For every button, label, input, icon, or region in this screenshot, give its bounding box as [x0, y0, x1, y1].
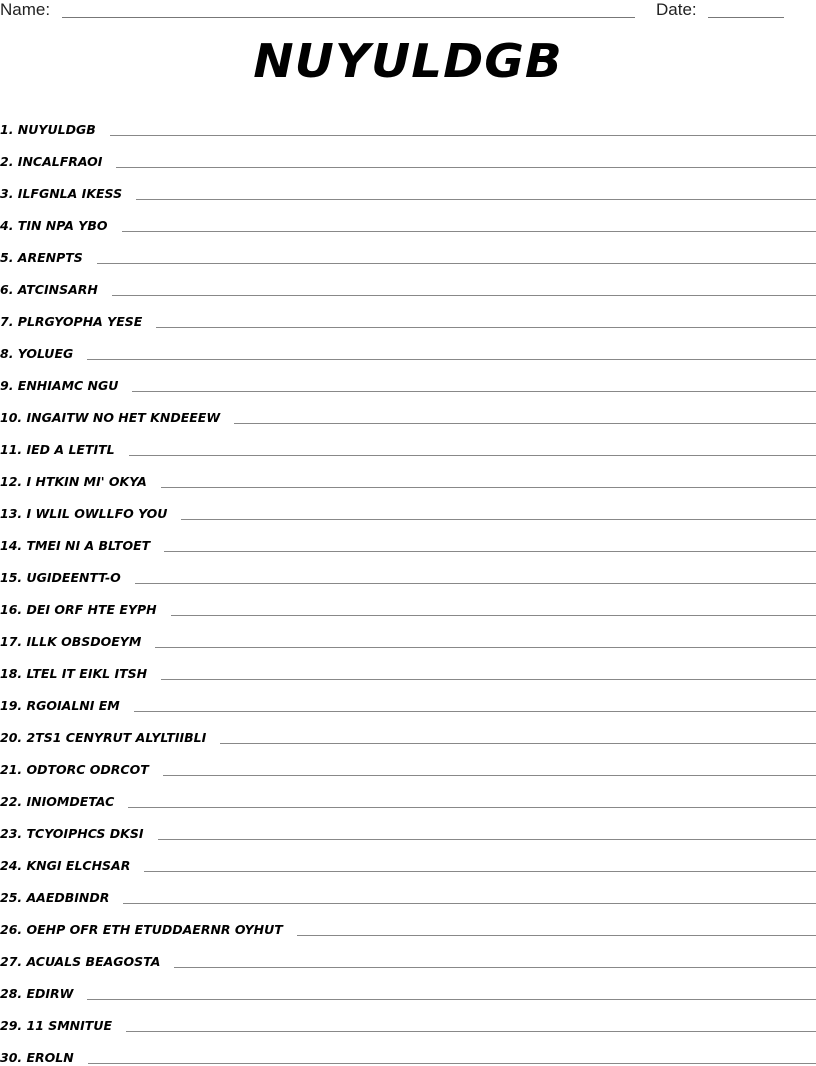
list-item — [0, 330, 816, 362]
answer-line[interactable] — [128, 807, 816, 808]
answer-line[interactable] — [220, 743, 816, 744]
answer-line[interactable] — [171, 615, 816, 616]
scrambled-word-label: 19. RGOIALNI EM — [0, 699, 134, 714]
answer-line[interactable] — [144, 871, 816, 872]
answer-line[interactable] — [123, 903, 816, 904]
answer-line[interactable] — [126, 1031, 816, 1032]
answer-line[interactable] — [161, 487, 816, 488]
list-item — [0, 906, 816, 938]
list-item — [0, 234, 816, 266]
answer-line[interactable] — [158, 839, 816, 840]
list-item — [0, 1002, 816, 1034]
list-item — [0, 490, 816, 522]
list-item — [0, 202, 816, 234]
list-item — [0, 426, 816, 458]
list-item — [0, 778, 816, 810]
answer-line[interactable] — [122, 231, 816, 232]
list-item — [0, 362, 816, 394]
list-item — [0, 874, 816, 906]
scrambled-word-label: 18. LTEL IT EIKL ITSH — [0, 667, 161, 682]
answer-line[interactable] — [136, 199, 816, 200]
list-item — [0, 458, 816, 490]
scrambled-word-label: 28. EDIRW — [0, 987, 87, 1002]
answer-line[interactable] — [135, 583, 816, 584]
scrambled-word-label: 4. TIN NPA YBO — [0, 219, 122, 234]
scramble-list — [0, 106, 816, 1066]
scrambled-word-label: 21. ODTORC ODRCOT — [0, 763, 163, 778]
scrambled-word-label: 2. INCALFRAOI — [0, 155, 116, 170]
scrambled-word-label: 5. ARENPTS — [0, 251, 97, 266]
list-item — [0, 266, 816, 298]
answer-line[interactable] — [112, 295, 816, 296]
answer-line[interactable] — [110, 135, 816, 136]
scrambled-word-label: 3. ILFGNLA IKESS — [0, 187, 136, 202]
answer-line[interactable] — [116, 167, 816, 168]
list-item — [0, 394, 816, 426]
name-label: Name: — [0, 0, 50, 20]
scrambled-word-label: 8. YOLUEG — [0, 347, 87, 362]
scrambled-word-label: 1. NUYULDGB — [0, 123, 110, 138]
scrambled-word-label: 22. INIOMDETAC — [0, 795, 128, 810]
scrambled-word-label: 23. TCYOIPHCS DKSI — [0, 827, 158, 842]
scrambled-word-label: 12. I HTKIN MI' OKYA — [0, 475, 161, 490]
list-item — [0, 970, 816, 1002]
scrambled-word-label: 26. OEHP OFR ETH ETUDDAERNR OYHUT — [0, 923, 297, 938]
answer-line[interactable] — [155, 647, 816, 648]
answer-line[interactable] — [87, 999, 816, 1000]
scrambled-word-label: 24. KNGI ELCHSAR — [0, 859, 144, 874]
list-item — [0, 170, 816, 202]
date-label: Date: — [656, 0, 697, 20]
scrambled-word-label: 15. UGIDEENTT-O — [0, 571, 135, 586]
scrambled-word-label: 11. IED A LETITL — [0, 443, 129, 458]
scrambled-word-label: 7. PLRGYOPHA YESE — [0, 315, 156, 330]
scrambled-word-label: 25. AAEDBINDR — [0, 891, 123, 906]
list-item — [0, 746, 816, 778]
scrambled-word-label: 10. INGAITW NO HET KNDEEEW — [0, 411, 234, 426]
answer-line[interactable] — [156, 327, 816, 328]
list-item — [0, 842, 816, 874]
list-item — [0, 618, 816, 650]
answer-line[interactable] — [87, 359, 816, 360]
answer-line[interactable] — [134, 711, 816, 712]
answer-line[interactable] — [161, 679, 816, 680]
scrambled-word-label: 29. 11 SMNITUE — [0, 1019, 126, 1034]
answer-line[interactable] — [163, 775, 816, 776]
date-field-line — [708, 17, 784, 18]
list-item — [0, 714, 816, 746]
scrambled-word-label: 9. ENHIAMC NGU — [0, 379, 132, 394]
list-item — [0, 554, 816, 586]
scrambled-word-label: 13. I WLIL OWLLFO YOU — [0, 507, 181, 522]
scrambled-word-label: 17. ILLK OBSDOEYM — [0, 635, 155, 650]
scrambled-word-label: 14. TMEI NI A BLTOET — [0, 539, 164, 554]
list-item — [0, 938, 816, 970]
answer-line[interactable] — [234, 423, 816, 424]
answer-line[interactable] — [132, 391, 816, 392]
scrambled-word-label: 16. DEI ORF HTE EYPH — [0, 603, 171, 618]
scrambled-word-label: 30. EROLN — [0, 1051, 88, 1066]
list-item — [0, 106, 816, 138]
list-item — [0, 298, 816, 330]
list-item — [0, 650, 816, 682]
name-field-line — [62, 17, 635, 18]
list-item — [0, 1034, 816, 1066]
page-title: NUYULDGB — [0, 34, 816, 88]
scrambled-word-label: 20. 2TS1 CENYRUT ALYLTIIBLI — [0, 731, 220, 746]
answer-line[interactable] — [129, 455, 816, 456]
answer-line[interactable] — [88, 1063, 816, 1064]
header-bar — [0, 0, 816, 24]
scrambled-word-label: 6. ATCINSARH — [0, 283, 112, 298]
scrambled-word-label: 27. ACUALS BEAGOSTA — [0, 955, 174, 970]
answer-line[interactable] — [164, 551, 816, 552]
list-item — [0, 682, 816, 714]
list-item — [0, 522, 816, 554]
list-item — [0, 810, 816, 842]
answer-line[interactable] — [181, 519, 816, 520]
list-item — [0, 586, 816, 618]
list-item — [0, 138, 816, 170]
answer-line[interactable] — [297, 935, 816, 936]
answer-line[interactable] — [174, 967, 816, 968]
answer-line[interactable] — [97, 263, 816, 264]
